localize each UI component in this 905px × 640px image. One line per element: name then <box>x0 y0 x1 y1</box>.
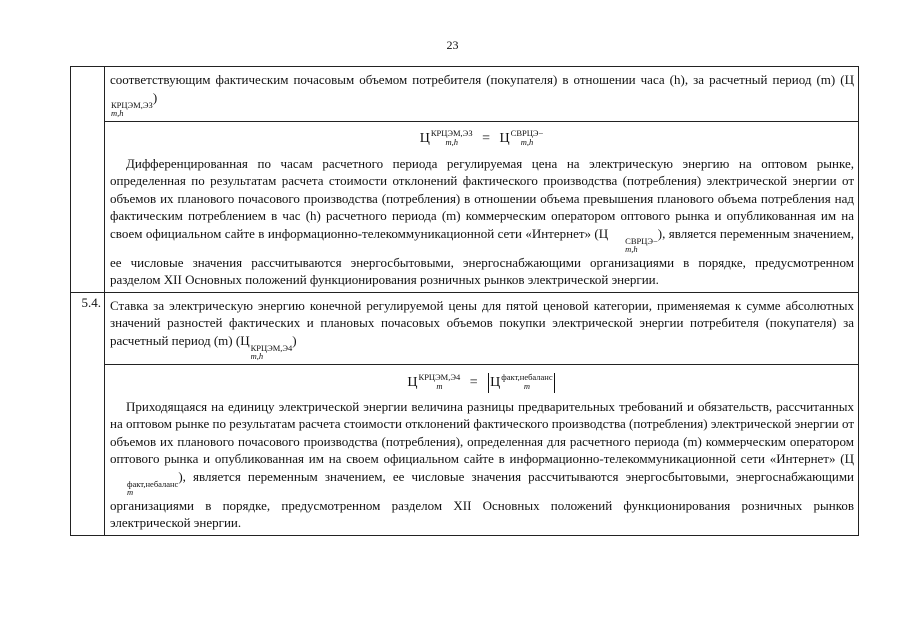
title-symbol: Ц КРЦЭМ,Э4 m,h <box>240 332 293 361</box>
row-title: Ставка за электрическую энергию конечной регулируемой цены для пятой ценовой категории, применяемая к сумме абсолютных значений разностей фактических и плановых почасовых объемов покупки электрической энергии потребителя (покупателя) за расчетный период (m) (Ц КРЦЭМ,Э4 m,h ) <box>110 297 854 361</box>
table-row-formula-block <box>71 121 859 292</box>
row-number-cell: 5.4. <box>71 292 105 535</box>
page-number: 23 <box>446 38 459 52</box>
inline-symbol: Ц факт,небаланс m <box>127 451 854 497</box>
row-title-cell <box>105 67 859 122</box>
row-title-cell <box>105 292 859 364</box>
abs-bar-left <box>488 373 489 393</box>
row-number-cell <box>71 67 105 293</box>
row-title: соответствующим фактическим почасовым объемом потребителя (покупателя) в отношении часа (h), за расчетный период (m) (Ц КРЦЭМ,ЭЗ m,h ) <box>110 72 854 118</box>
table-row-formula-block <box>71 364 859 535</box>
table-row-5-4 <box>71 292 859 364</box>
tariff-table <box>70 66 859 536</box>
description-paragraph: Приходящаяся на единицу электрической энергии величина разницы предварительных требований и обязательств, рассчитанных на оптовом рынке по результатам расчета стоимости отклонений фактического производства (потребления) электрической энергии от объемов их планового почасового производства (потребления), определенная для расчетного периода (m) коммерческим оператором оптового рынка и опубликованная им на своем официальном сайте в информационно-телекоммуникационной сети «Интернет» (Ц факт,небаланс m ), является переменным значением, ее числовые значения рассчитываются энергосбытовыми, энергоснабжающими организациями в порядке, предусмотренном разделом XII Основных положений функционирования розничных рынков электрической энергии. <box>110 398 854 530</box>
formula: Ц КРЦЭМ,ЭЗ m,h = Ц СВРЦЭ− m,h <box>419 127 544 147</box>
title-symbol: Ц КРЦЭМ,ЭЗ m,h <box>111 72 854 118</box>
table-row-continuation <box>71 67 859 122</box>
row-body-cell <box>105 364 859 535</box>
row-body-cell <box>105 121 859 292</box>
formula: Ц КРЦЭМ,Э4 m = Ц факт,небаланс m <box>407 371 553 391</box>
abs-bar-right <box>554 373 555 393</box>
inline-symbol: Ц СВРЦЭ− m,h <box>598 225 658 254</box>
description-paragraph: Дифференцированная по часам расчетного периода регулируемая цена на электрическую энергию на оптовом рынке, определенная по результатам расчета стоимости отклонений фактического производства (потребления) электрической энергии от объемов их планового почасового производства (потребления) в отношении объема превышения планового объема потребления над фактическим потреблением в час (h) расчетного периода (m) коммерческим оператором оптового рынка и опубликованная им на своем официальном сайте в информационно-телекоммуникационной сети «Интернет» (Ц СВРЦЭ− m,h ), является переменным значением, ее числовые значения рассчитываются энергосбытовыми, энергоснабжающими организациями в порядке, предусмотренном разделом XII Основных положений функционирования розничных рынков электрической энергии. <box>110 155 854 287</box>
